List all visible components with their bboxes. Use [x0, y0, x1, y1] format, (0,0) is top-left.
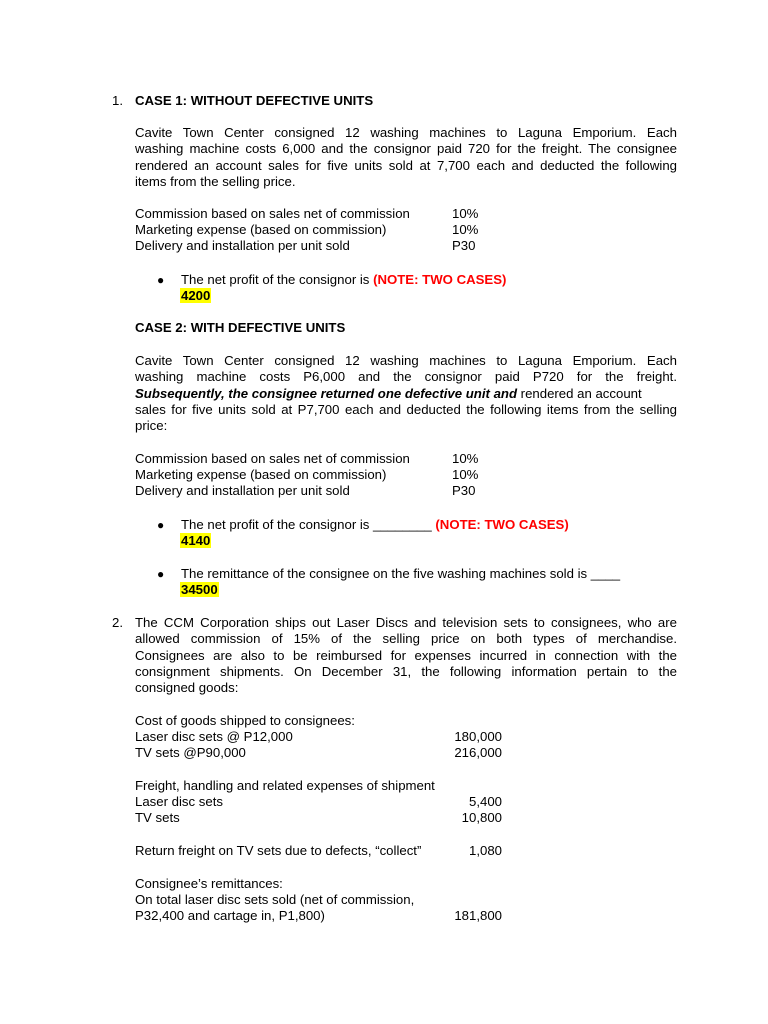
case1-item-marketing: Marketing expense (based on commission) 10% [135, 222, 479, 237]
case2-answer-remittance: 34500 [181, 582, 218, 597]
q2-para-line: Consignees are also to be reimbursed for expenses incurred in connection with the [135, 647, 677, 663]
case2-item-commission: Commission based on sales net of commission 10% [135, 451, 479, 466]
case1-para-line: washing machine costs 6,000 and the consignor paid 720 for the freight. The consignee [135, 141, 677, 157]
case2-para-line: sales for five units sold at P7,700 each and deducted the following items from the selling [135, 401, 677, 417]
case2-line3-rest: rendered an account [517, 385, 642, 401]
case1-paragraph [135, 125, 677, 190]
q2-para-line: consignment shipments. On December 31, the following information pertain to the [135, 663, 677, 679]
case1-item-commission: Commission based on sales net of commission 10% [135, 206, 479, 221]
case1-heading: CASE 1: WITHOUT DEFECTIVE UNITS [135, 93, 374, 108]
case2-note: (NOTE: TWO CASES) [435, 517, 569, 532]
return-freight-row: Return freight on TV sets due to defects, “collect” 1,080 [135, 843, 502, 858]
case2-para-line: price: [135, 418, 168, 434]
case1-note: (NOTE: TWO CASES) [373, 272, 507, 287]
question-number-2: 2. [112, 615, 123, 630]
bullet-icon: ● [157, 273, 165, 287]
case2-para-line: Cavite Town Center consigned 12 washing machines to Laguna Emporium. Each [135, 353, 677, 368]
cost-item-laser: Laser disc sets @ P12,000 180,000 [135, 729, 502, 744]
case1-answer: 4200 [181, 288, 211, 303]
case2-paragraph [135, 353, 677, 434]
case1-para-line: items from the selling price. [135, 173, 296, 189]
case2-para-line: washing machine costs P6,000 and the consignor paid P720 for the freight. [135, 369, 677, 385]
case1-question-text: The net profit of the consignor is [181, 272, 374, 287]
case1-question [181, 272, 506, 288]
case2-item-delivery: Delivery and installation per unit sold P30 [135, 483, 476, 498]
case1-item-delivery: Delivery and installation per unit sold P30 [135, 238, 476, 253]
q2-para-line: consigned goods: [135, 680, 239, 696]
bullet-icon: ● [157, 518, 165, 532]
freight-item-laser: Laser disc sets 5,400 [135, 794, 502, 809]
q2-paragraph [135, 615, 677, 696]
case2-emphasis-text: Subsequently, the consignee returned one defective unit and [135, 385, 518, 401]
remit-heading: Consignee’s remittances: [135, 876, 283, 891]
question-number-1: 1. [112, 93, 123, 108]
cost-item-tv: TV sets @P90,000 216,000 [135, 745, 502, 760]
case2-item-marketing: Marketing expense (based on commission) 10% [135, 467, 479, 482]
case2-heading: CASE 2: WITH DEFECTIVE UNITS [135, 320, 346, 335]
cost-heading: Cost of goods shipped to consignees: [135, 713, 355, 728]
case2-question-profit-text: The net profit of the consignor is ________ [181, 517, 436, 532]
q2-para-line: allowed commission of 15% of the selling price on both types of merchandise. [135, 631, 677, 647]
freight-heading: Freight, handling and related expenses of shipment [135, 778, 435, 793]
freight-item-tv: TV sets 10,800 [135, 810, 502, 825]
remit-line-1: On total laser disc sets sold (net of commission, [135, 892, 415, 907]
q2-para-line: The CCM Corporation ships out Laser Discs and television sets to consignees, who are [135, 615, 677, 630]
case1-para-line: Cavite Town Center consigned 12 washing machines to Laguna Emporium. Each [135, 125, 677, 140]
bullet-icon: ● [157, 567, 165, 581]
case2-answer-profit: 4140 [181, 533, 211, 548]
remit-row: P32,400 and cartage in, P1,800) 181,800 [135, 908, 502, 923]
case1-para-line: rendered an account sales for five units sold at 7,700 each and deducted the following [135, 157, 677, 173]
case2-question-remittance: The remittance of the consignee on the five washing machines sold is ____ [181, 566, 621, 581]
case2-para-line-mixed [135, 386, 677, 402]
case2-question-profit [181, 517, 569, 533]
